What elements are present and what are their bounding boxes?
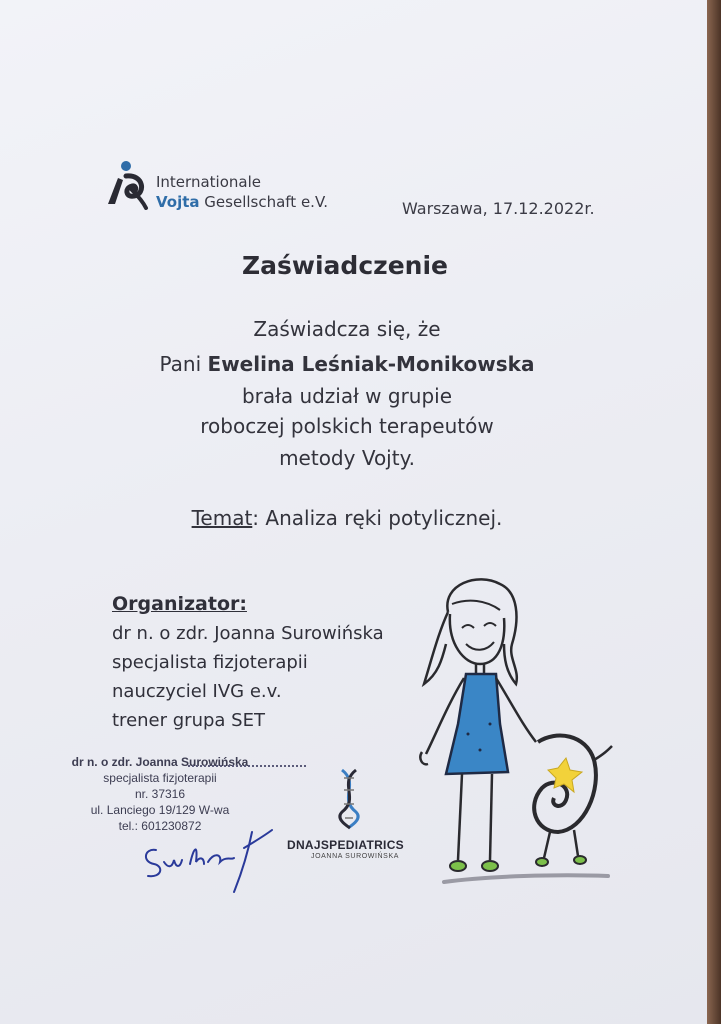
girl-with-plush-illustration-icon (408, 574, 618, 894)
organizer-line: specjalista fizjoterapii (112, 652, 308, 673)
issue-date: Warszawa, 17.12.2022r. (402, 199, 595, 218)
topic-line (0, 506, 694, 530)
dotted-line (188, 765, 306, 767)
dna-logo-text: DNAJSPEDIATRICS (287, 838, 404, 852)
organizer-line: nauczyciel IVG e.v. (112, 681, 282, 702)
signature-icon (134, 822, 284, 894)
recipient-prefix: Pani (159, 352, 208, 376)
logo-gesellschaft: Gesellschaft e.V. (199, 193, 329, 211)
table-edge (707, 0, 721, 1024)
stamp-line: tel.: 601230872 (118, 819, 202, 833)
topic-separator: : (252, 506, 260, 530)
logo-line-1: Internationale (156, 173, 261, 191)
body-line-3: brała udział w grupie (241, 384, 453, 408)
organizer-line: dr n. o zdr. Joanna Surowińska (112, 623, 384, 644)
logo-vojta: Vojta (156, 193, 200, 211)
stamp-line: specjalista fizjoterapii (103, 771, 217, 785)
certificate-title: Zaświadczenie (242, 251, 448, 280)
recipient-name: Ewelina Leśniak-Monikowska (207, 352, 535, 376)
dna-helix-icon (334, 768, 364, 830)
stamp-line: ul. Lanciego 19/129 W-wa (90, 803, 230, 817)
topic-value: Analiza ręki potylicznej. (259, 506, 503, 530)
vojta-logo-text (156, 172, 328, 212)
stamp-line: nr. 37316 (134, 787, 186, 801)
logo-line-2 (156, 192, 328, 212)
stamp-line: dr n. o zdr. Joanna Surowińska (71, 755, 249, 769)
dna-logo-subtext: JOANNA SUROWIŃSKA (311, 853, 399, 860)
organizer-block (112, 590, 384, 735)
organizer-heading: Organizator: (112, 593, 247, 615)
body-line-1: Zaświadcza się, że (253, 317, 441, 341)
body-line-5: metody Vojty. (279, 446, 415, 470)
vojta-logo-icon (104, 160, 150, 210)
organizer-line: trener grupa SET (112, 710, 265, 731)
body-line-4: roboczej polskich terapeutów (200, 414, 494, 438)
topic-label: Temat (191, 506, 253, 530)
body-line-2 (0, 352, 694, 376)
